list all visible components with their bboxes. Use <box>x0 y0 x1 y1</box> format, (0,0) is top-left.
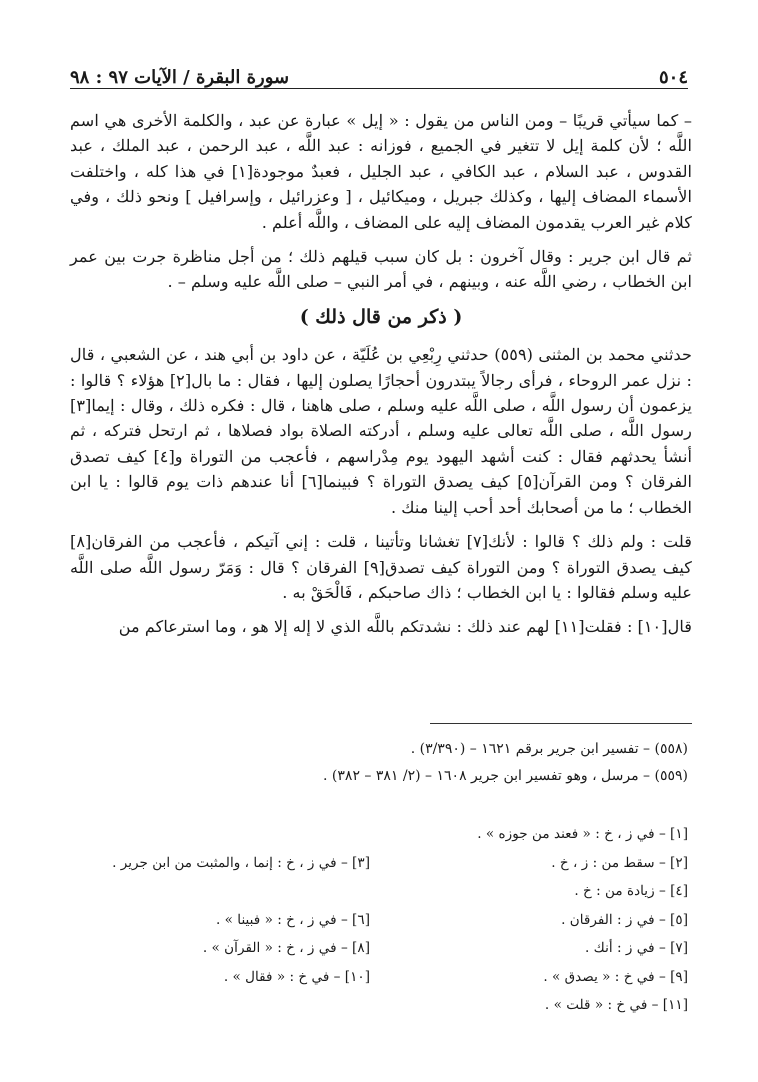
notes-row <box>70 906 688 935</box>
note: [٧] – في ز : أنك . <box>585 940 688 956</box>
paragraph-5: قال[١٠] : فقلت[١١] لهم عند ذلك : نشدتكم باللَّه الذي لا إله إلا هو ، وما استرعاكم من <box>118 617 692 637</box>
variant-notes <box>70 820 688 1020</box>
note: [١] – في ز ، خ : « فعند من جوزه » . <box>477 826 688 842</box>
note: [٢] – سقط من : ز ، خ . <box>551 854 688 871</box>
notes-row <box>70 820 688 849</box>
note: [٣] – في ز ، خ : إنما ، والمثبت من ابن جرير . <box>112 854 370 871</box>
reference-559: (٥٥٩) – مرسل ، وهو تفسير ابن جرير ١٦٠٨ – (٢/ ٣٨١ – ٣٨٢) . <box>323 768 688 784</box>
note <box>70 877 370 906</box>
notes-row <box>70 963 688 992</box>
note: [٥] – في ز : الفرقان . <box>561 911 688 928</box>
note: [١٠] – في خ : « فقال » . <box>223 968 370 985</box>
header-rule <box>70 88 688 89</box>
page-number: ٥٠٤ <box>658 66 688 88</box>
note: [١١] – في خ : « قلت » . <box>544 997 688 1013</box>
paragraph-4: قلت : ولم ذلك ؟ قالوا : لأنك[٧] تغشانا وتأتينا ، قلت : إني آتيكم ، فأعجب من الفرقان[٨] كيف يصدق التوراة ؟ ومن التوراة كيف تصدق[٩] الفرقان ؟ قال : وَمَرّ رسول اللَّه صلى اللَّه عليه وسلم فقالوا : يا ابن الخطاب ؛ ذاك صاحبكم ، فَالْحَقْ به . <box>70 532 693 602</box>
paragraph-2: ثم قال ابن جرير : وقال آخرون : بل كان سبب قيلهم ذلك ؛ من أجل مناظرة جرت بين عمر ابن الخطاب ، رضي اللَّه عنه ، وبينهم ، في أمر النبي – صلى اللَّه عليه وسلم – . <box>70 247 692 292</box>
note: [٨] – في ز ، خ : « القرآن » . <box>202 940 370 956</box>
notes-row <box>70 849 688 878</box>
note: [٤] – زيادة من : خ . <box>574 883 688 899</box>
notes-row <box>70 991 688 1020</box>
note <box>70 820 370 849</box>
footnote-rule <box>430 723 692 724</box>
section-heading: ( ذكر من قال ذلك ) <box>299 305 463 328</box>
note <box>70 991 370 1020</box>
running-title: سورة البقرة / الآيات ٩٧ : ٩٨ <box>70 66 290 88</box>
notes-row <box>70 934 688 963</box>
notes-row <box>70 877 688 906</box>
note: [٩] – في خ : « يصدق » . <box>543 968 688 985</box>
note: [٦] – في ز ، خ : « فبينا » . <box>216 911 370 928</box>
reference-558: (٥٥٨) – تفسير ابن جرير برقم ١٦٢١ – (٣/٣٩٠) . <box>410 741 688 757</box>
hadith-references <box>70 736 688 790</box>
main-text <box>70 108 692 649</box>
paragraph-3: حدثني محمد بن المثنى (٥٥٩) حدثني رِبْعِي بن عُلَيّة ، عن داود بن أبي هند ، عن الشعبي ، قال : نزل عمر الروحاء ، فرأى رجالاً يبتدرون أحجارًا يصلون إليها ، فقال : ما بال[٢] هؤلاء ؟ قالوا : يزعمون أن رسول اللَّه ، صلى اللَّه عليه وسلم ، صلى هاهنا ، قال : فكره ذلك ، وقال : إيما[٣] رسول اللَّه ، صلى اللَّه تعالى عليه وسلم ، أدركته الصلاة بواد فصلاها ، ثم ارتحل فتركه ، ثم أنشأ يحدثهم فقال : كنت أشهد اليهود يوم مِدْراسهم ، فأعجب من التوراة و[٤] كيف تصدق الفرقان ؟ ومن القرآن[٥] كيف يصدق التوراة ؟ فبينما[٦] أنا عندهم ذات يوم قالوا : يا ابن الخطاب ؛ ما من أصحابك أحد أحب إلينا منك . <box>70 345 693 517</box>
paragraph-1: – كما سيأتي قريبًا – ومن الناس من يقول : « إيل » عبارة عن عبد ، والكلمة الأخرى هي اسم اللَّه ؛ لأن كلمة إيل لا تتغير في الجميع ، فوزانه : عبد اللَّه ، عبد الرحمن ، عبد الملك ، عبد القدوس ، عبد السلام ، عبد الكافي ، عبد الجليل ، فعبدٌ موجودة[١] في هذا كله ، واختلفت الأسماء المضاف إليها ، وكذلك جبريل ، وميكائيل ، [ وعزرائيل ، وإسرافيل ] ونحو ذلك ، وفي كلام غير العرب يقدمون المضاف إليه على المضاف ، واللَّه أعلم . <box>70 111 692 232</box>
